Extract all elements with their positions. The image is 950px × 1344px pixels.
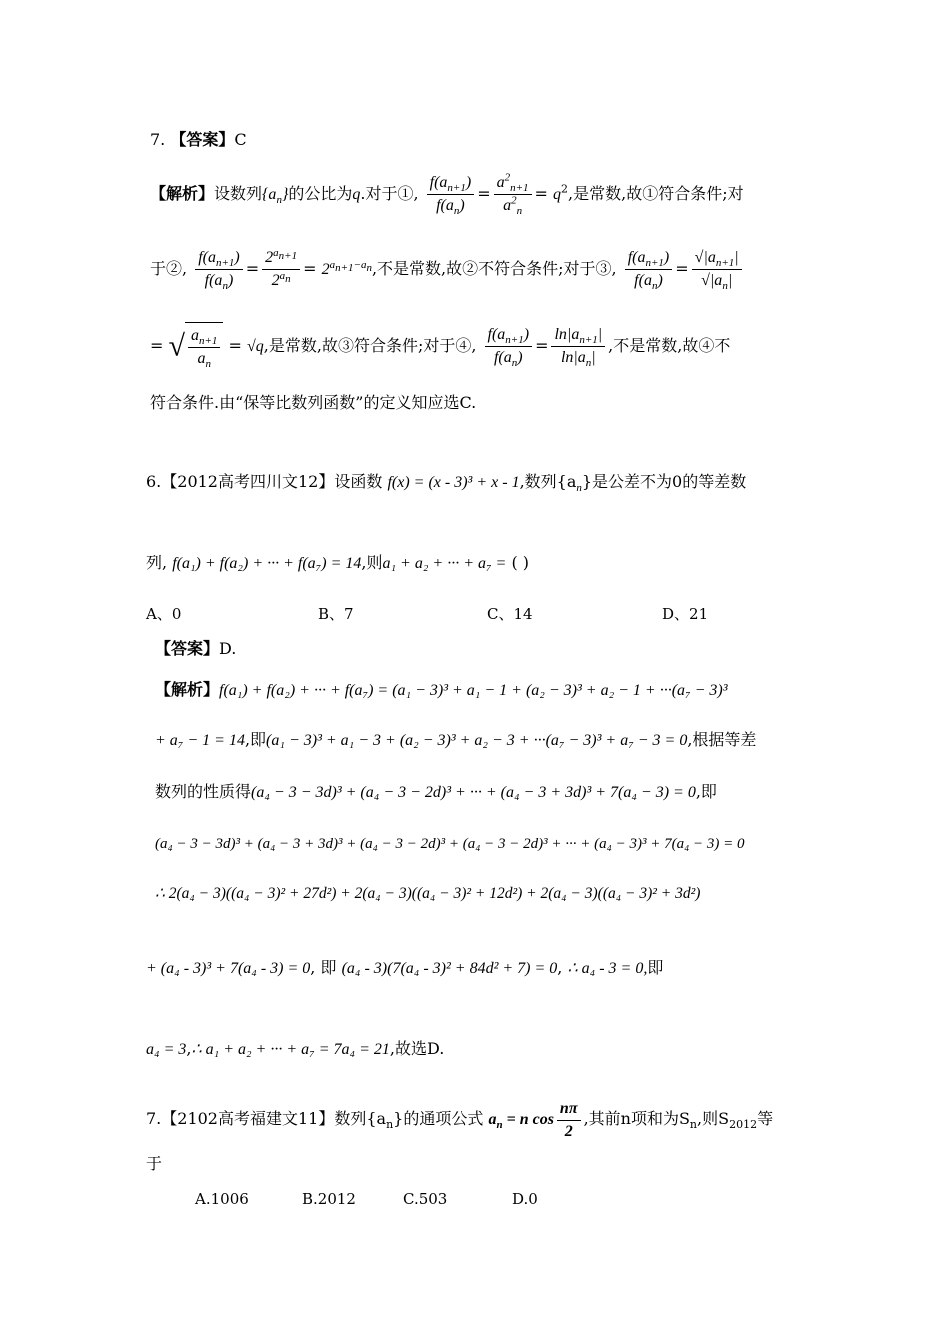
q6-head-text: ,数列{a bbox=[519, 472, 577, 491]
q7b-text: ,其前n项和为S bbox=[583, 1109, 690, 1128]
q6-line2 bbox=[146, 551, 529, 576]
q6-text: ,根据等差 bbox=[687, 730, 757, 749]
formula-ratio-3b: $\frac{√|a_{n+1}|}{√|a_n|}$ bbox=[692, 247, 742, 292]
q6-sol-formula: (a₄ - 3)(7(a₄ - 3)² + 84d² + 7) = 0 bbox=[341, 960, 558, 977]
formula-ratio-4: $\frac{f(a_{n+1})}{f(a_n)}$ bbox=[485, 324, 533, 369]
q6-text: 列, bbox=[146, 553, 168, 572]
q6-sol-7 bbox=[146, 1037, 444, 1062]
q6-text: 即 bbox=[647, 958, 664, 977]
formula-ratio-4b: $\frac{\ln|a_{n+1}|}{\ln|a_n|}$ bbox=[551, 324, 605, 369]
q7a-seq: $\{a_n\}$ bbox=[262, 186, 289, 207]
q7b-option-a: A.1006 bbox=[195, 1190, 249, 1208]
q7b-text: 7.【2102高考福建文11】数列{a bbox=[146, 1109, 387, 1128]
q6-blank: ( ) bbox=[511, 553, 530, 572]
q7a-text: 设数列 bbox=[214, 184, 263, 203]
q7a-text: 的公比为 bbox=[288, 184, 353, 203]
q6-text: ,则 bbox=[361, 553, 383, 572]
q6-answer-line bbox=[155, 637, 236, 661]
q6-head: 6.【2012高考四川文12】设函数 f(x) = (x - 3)³ + x - 1,数列$\{a_n\}$是公差不为0的等差数 bbox=[146, 472, 747, 495]
q6-sol-formula: (a₁ − 3)³ + a₁ − 3 + (a₂ − 3)³ + a₂ − 3 + ···(a₇ − 3)³ + a₇ − 3 = 0 bbox=[266, 732, 688, 749]
q7a-answer: C bbox=[234, 130, 247, 149]
q7a-text: ,是常数,故③符合条件;对于④, bbox=[263, 336, 477, 355]
q7b-text: ,则S bbox=[697, 1109, 730, 1128]
q6-option-a: A、0 bbox=[146, 605, 182, 623]
formula-ratio-2: $\frac{f(a_{n+1})}{f(a_n)}$ bbox=[195, 247, 243, 292]
q6-condition: f(a₁) + f(a₂) + ··· + f(a₇) = 14 bbox=[172, 555, 362, 572]
q6-text: ,即 bbox=[695, 782, 717, 801]
q7b-option-b: B.2012 bbox=[302, 1190, 356, 1208]
q6-text: , 即 bbox=[310, 958, 337, 977]
formula-ratio-1: $\frac{f(a_{n+1})}{f(a_n)}$ bbox=[427, 172, 475, 217]
q7b-text: 等 bbox=[757, 1109, 774, 1128]
q7a-jiexi-label: 【解析】 bbox=[150, 184, 215, 203]
q6-sol-formula: + a₇ − 1 = 14 bbox=[155, 732, 245, 749]
q6-head-text: 6.【2012高考四川文12】设函数 bbox=[146, 472, 383, 491]
q6-sol-formula: ∴ a₁ + a₂ + ··· + a₇ = 7a₄ = 21 bbox=[191, 1041, 390, 1058]
q7a-text: .对于①, bbox=[360, 184, 419, 203]
q7a-answer-label: 【答案】 bbox=[170, 130, 235, 149]
q6-option-c: C、14 bbox=[487, 605, 533, 623]
q6-function: f(x) = (x - 3)³ + x - 1 bbox=[387, 474, 520, 491]
q6-sol-formula: (a₄ − 3 − 3d)³ + (a₄ − 3 + 3d)³ + (a₄ − 3 − 2d)³ + (a₄ − 3 − 2d)³ + ··· + (a₄ − 3)³ + 7(a₄ − 3) = 0 bbox=[155, 836, 745, 852]
q7a-text: ,不是常数,故④不 bbox=[608, 336, 731, 355]
q6-sol-1 bbox=[155, 678, 728, 703]
q6-sol-formula: a₄ = 3 bbox=[146, 1041, 187, 1058]
q6-sol-formula: (a₄ − 3 − 3d)³ + (a₄ − 3 − 2d)³ + ··· + (a₄ − 3 + 3d)³ + 7(a₄ − 3) = 0 bbox=[251, 784, 696, 801]
q7b-head: 7.【2102高考福建文11】数列$\{a_n\}$的通项公式 $a_n = n$ cos $\frac{n\pi}{2}$ ,其前n项和为$S_n$,则$S_{2012}$等 bbox=[146, 1099, 774, 1140]
q6-head-text: }是公差不为0的等差数 bbox=[581, 472, 747, 491]
q7a-q: q bbox=[352, 186, 361, 203]
q6-jiexi-label: 【解析】 bbox=[155, 680, 220, 699]
q7b-text: }的通项公式 bbox=[393, 1109, 484, 1128]
q6-sol-formula: + (a₄ - 3)³ + 7(a₄ - 3) = 0 bbox=[146, 960, 311, 977]
q6-text: ,即 bbox=[244, 730, 267, 749]
q6-sol-6 bbox=[146, 956, 663, 981]
q7a-text: 于②, bbox=[150, 259, 188, 278]
formula-sqrt-ratio: √ $\frac{a_{n+1}}{a_n}$ bbox=[169, 322, 224, 371]
q6-sol-formula: ∴ a₄ - 3 = 0, bbox=[567, 960, 648, 977]
q6-option-d: D、21 bbox=[662, 605, 709, 623]
q6-text: 数列的性质得 bbox=[155, 782, 252, 801]
q6-sol-formula: f(a₁) + f(a₂) + ··· + f(a₇) = (a₁ − 3)³ + a₁ − 1 + (a₂ − 3)³ + a₂ − 1 + ···(a₇ − 3)³ bbox=[219, 682, 728, 699]
q7a-text: ,不是常数,故②不符合条件;对于③, bbox=[371, 259, 617, 278]
q6-text: ,故选D. bbox=[389, 1039, 445, 1058]
q6-sum: a₁ + a₂ + ··· + a₇ = bbox=[382, 555, 507, 572]
q7a-answer-line bbox=[150, 128, 247, 152]
q7a-line1: 【解析】设数列$\{a_n\}$的公比为q.对于①, $\frac{f(a_{n+1})}{f(a_n)}$ = $\frac{a^2_{n+1}}{a^2_n}$ = $q^2$,是常数,故①符合条件;对 bbox=[150, 171, 744, 218]
q6-answer-label: 【答案】 bbox=[155, 639, 220, 658]
q6-sol-formula: ∴ 2(a₄ − 3)((a₄ − 3)² + 27d²) + 2(a₄ − 3)((a₄ − 3)² + 12d²) + 2(a₄ − 3)((a₄ − 3)² + 3d²) bbox=[155, 885, 701, 902]
formula-ratio-2b: $\frac{2^{a_{n+1}}}{2^{a_n}}$ bbox=[262, 247, 300, 292]
q7a-line3: = √ $\frac{a_{n+1}}{a_n}$ = √q,是常数,故③符合条件;对于④, $\frac{f(a_{n+1})}{f(a_n)}$ = $\frac{\ln|a_{n+1}|}{\ln|a_n|}$ ,不是常数,故④不 bbox=[150, 322, 730, 371]
q7a-line4: 符合条件.由“保等比数列函数”的定义知应选C. bbox=[150, 393, 477, 412]
q6-answer: D. bbox=[219, 639, 237, 658]
formula-ratio-3: $\frac{f(a_{n+1})}{f(a_n)}$ bbox=[625, 247, 673, 292]
q6-sol-5 bbox=[155, 881, 700, 906]
q7b-option-d: D.0 bbox=[512, 1190, 538, 1208]
q7a-line2: 于②, $\frac{f(a_{n+1})}{f(a_n)}$ = $\frac{2^{a_{n+1}}}{2^{a_n}}$ = $2^{a_{n+1}-a_n}$,不是常数,故②不符合条件;对于③, $\frac{f(a_{n+1})}{f(a_n)}$ = $\frac{√|a_{n+1}|}{√|a_n|}$ bbox=[150, 245, 745, 294]
q6-sol-2 bbox=[155, 728, 756, 753]
q7b-line2: 于 bbox=[146, 1154, 163, 1173]
q6-text: , bbox=[557, 958, 563, 977]
q7b-option-c: C.503 bbox=[403, 1190, 448, 1208]
q6-text: , bbox=[186, 1039, 192, 1058]
q7b-formula: $a_n = n$ cos $\frac{n\pi}{2}$ bbox=[488, 1111, 583, 1128]
q7a-number: 7. bbox=[150, 130, 166, 149]
q6-option-b: B、7 bbox=[318, 605, 354, 623]
q6-sol-4 bbox=[155, 831, 745, 856]
formula-ratio-1b: $\frac{a^2_{n+1}}{a^2_n}$ bbox=[494, 172, 532, 217]
q7a-text: ,是常数,故①符合条件;对 bbox=[568, 184, 744, 203]
q6-sol-3 bbox=[155, 780, 717, 805]
